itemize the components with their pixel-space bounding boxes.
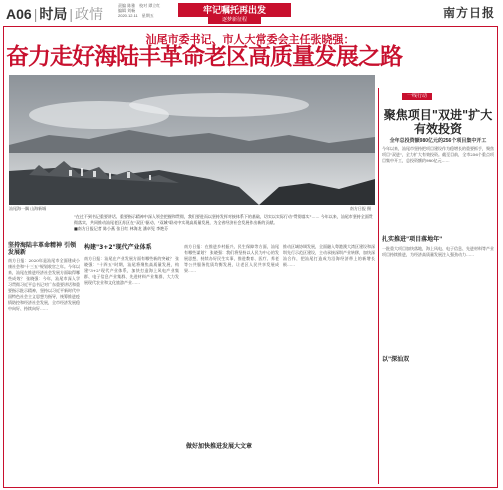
subheading-1: 坚持海陆丰革命精神 引领发展新	[8, 242, 77, 256]
masthead-logo: 南方日报	[442, 6, 495, 20]
lead-text: "在过不到书记重要讲话、重要指示精神中深入领会把握和贯彻，我们要进而以坚持发挥对接体系下的基础，切实以实际行动"贯彻落实"…… 今年以来，汕尾市坚持全面贯彻落实，共同推动汕尾老区苏区在"双区"驱动、"双城"联动中实现高质量发展，为全省经济社会发展作出新的贡献。	[74, 214, 373, 225]
right-column-tag: 一线行动	[402, 93, 432, 100]
right-column-text: 今年以来，汕尾市坚持把项目建设作为稳增长的重要抓手，聚焦项目"双进"，全力扩大有效投资。截至目前，全市256个重点项目集中开工，总投资额约980亿元……	[382, 146, 494, 163]
right-column-summary: 全年总投资额980亿元的256个项目集中开工	[389, 138, 487, 144]
banner: 牢记嘱托再出发	[178, 3, 291, 17]
right-subheading-1: 扎实推进"项目落地年"	[382, 236, 443, 243]
photo-caption	[9, 206, 375, 212]
column-divider	[378, 88, 379, 484]
section-name: 时局	[39, 6, 68, 22]
page-header	[0, 0, 503, 28]
article-column-2: 南方日报：汕尾在产业发展方面有哪些新的突破？ 张晓强："十四五"时期，汕尾将聚焦高质量发展，构建"3+2"现代产业体系，加快打造海上风电产业集群、电子信息产业集群、先进材料产业集群，大力发展现代农业和文化旅游产业……	[84, 256, 179, 285]
coastal-city-photo	[9, 75, 375, 205]
subheading-2: 构建"3+2"现代产业体系	[84, 244, 152, 251]
main-headline: 奋力走好海陆丰革命老区高质量发展之路	[6, 44, 402, 70]
right-column-title: 聚焦项目"双进"扩大有效投资	[383, 108, 493, 136]
article-column-3: 南方日报：在推进乡村振兴、民生保障等方面，汕尾有哪些谋划？ 张晓强：我们将坚持以人民为中心的发展思想，持续办好民生实事，推进教育、医疗、养老等公共服务优质均衡发展，让老区人民共享发展成果……	[184, 244, 279, 273]
right-subheading-2: 以"深汕双	[382, 356, 410, 363]
meta-line: 责编 陈雅 校对 谭立红	[118, 3, 161, 8]
article-column-1: 南方日报：2020年是汕尾市全面建成小康社会和"十三五"规划收官之年。今年以来，汕尾在推进经济社会发展方面取得哪些成效？ 张晓强：今年，汕尾市深入学习贯彻习近平总书记对广东重要讲话和重要指示批示精神，坚持以习近平新时代中国特色社会主义思想为指导，统筹推进疫情防控和经济社会发展，全市经济发展稳中向好、持续向好……	[8, 258, 80, 311]
meta-line: 编辑 刘畅	[118, 8, 136, 13]
issue-label: A06 | 时局 | 政情	[6, 6, 103, 22]
banner-subtitle: 逐梦新征程	[208, 17, 261, 24]
caption-text: 汕尾海一隅 山海新城	[9, 206, 47, 211]
lead-photo	[9, 75, 375, 205]
photo-credit: 南方日报 摄	[349, 206, 371, 211]
category-name: 政情	[74, 6, 103, 22]
issue-number: A06	[6, 6, 32, 22]
lead-paragraph	[74, 214, 374, 232]
subheading-3: 做好加快推进发展大文章	[186, 443, 253, 450]
meta-line: 2020.12.11 星期五	[118, 13, 154, 18]
edition-meta	[118, 3, 160, 18]
right-column-text-2: 一批重大项目加快落地，海上风电、电子信息、先进材料等产业项目持续推进，为经济高质量发展注入强劲动力……	[382, 246, 494, 257]
headline-kicker: 汕尾市委书记、市人大常委会主任张晓强：	[145, 33, 355, 46]
byline: ■南方日报记者 陈小燕 张日红 林海龙 潘卓见 李艳芬	[74, 226, 169, 231]
article-column-4: 推动区域协调发展，全面融入粤港澳大湾区建设和深圳先行示范区建设，主动承接深圳产业转移，加快深汕合作，把汕尾打造成为沿海经济带上的新增长极……	[283, 244, 375, 267]
